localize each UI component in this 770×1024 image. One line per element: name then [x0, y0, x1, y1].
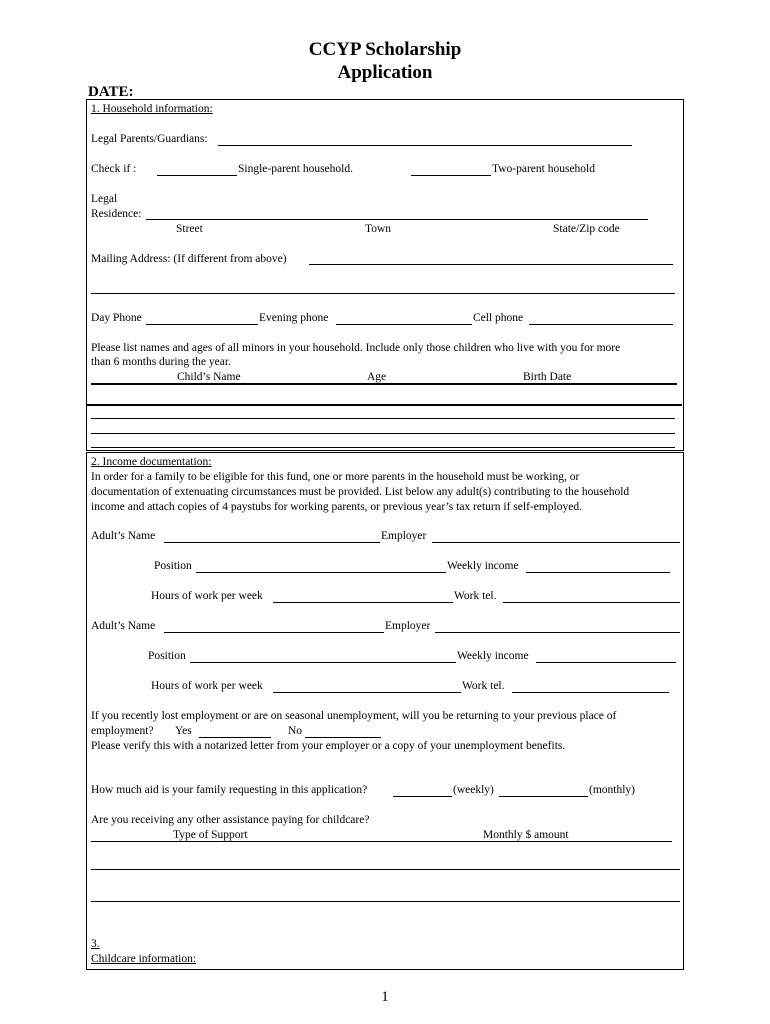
no-field[interactable]: [305, 737, 381, 738]
monthly-amount-header: Monthly $ amount: [483, 829, 569, 841]
adult1-work-tel-field[interactable]: [503, 602, 680, 603]
cell-phone-field[interactable]: [529, 324, 673, 325]
adult1-name-label: Adult’s Name: [91, 530, 156, 542]
adult1-employer-field[interactable]: [432, 542, 680, 543]
parents-field[interactable]: [218, 145, 632, 146]
household-section-box: [86, 99, 684, 451]
adult2-hours-field[interactable]: [273, 692, 461, 693]
adult1-work-tel-label: Work tel.: [454, 590, 497, 602]
minors-instructions-2: than 6 months during the year.: [91, 356, 231, 368]
adult2-position-label: Position: [148, 650, 186, 662]
income-intro-1: In order for a family to be eligible for this fund, one or more parents in the household must be working, or: [91, 471, 580, 483]
day-phone-field[interactable]: [146, 324, 258, 325]
aid-question: How much aid is your family requesting in this application?: [91, 784, 368, 796]
mailing-field[interactable]: [309, 264, 673, 265]
adult2-weekly-income-label: Weekly income: [457, 650, 529, 662]
date-label: DATE:: [88, 84, 134, 100]
child-row-4[interactable]: [91, 447, 675, 448]
other-assistance-question: Are you receiving any other assistance paying for childcare?: [91, 814, 370, 826]
adult2-work-tel-field[interactable]: [512, 692, 669, 693]
section3-heading: Childcare information:: [91, 953, 197, 965]
adult2-employer-label: Employer: [385, 620, 431, 632]
street-caption: Street: [176, 223, 203, 235]
cell-phone-label: Cell phone: [473, 312, 524, 324]
adult1-weekly-income-field[interactable]: [526, 572, 670, 573]
adult2-weekly-income-field[interactable]: [536, 662, 676, 663]
single-parent-label: Single-parent household.: [238, 163, 353, 175]
check-label: Check if :: [91, 163, 137, 175]
birth-date-header: Birth Date: [523, 371, 572, 383]
adult1-weekly-income-label: Weekly income: [447, 560, 519, 572]
mailing-field-line2[interactable]: [91, 293, 675, 294]
two-parent-label: Two-parent household: [492, 163, 595, 175]
section2-heading: 2. Income documentation:: [91, 456, 212, 468]
adult1-hours-label: Hours of work per week: [151, 590, 263, 602]
weekly-label: (weekly): [453, 784, 494, 796]
adult1-hours-field[interactable]: [273, 602, 453, 603]
adult2-position-field[interactable]: [190, 662, 456, 663]
adult1-position-field[interactable]: [196, 572, 446, 573]
monthly-label: (monthly): [589, 784, 635, 796]
yes-label: Yes: [175, 725, 192, 737]
evening-phone-label: Evening phone: [259, 312, 329, 324]
page-title: CCYP Scholarship: [308, 39, 462, 60]
state-zip-caption: State/Zip code: [553, 223, 620, 235]
adult2-name-field[interactable]: [164, 632, 384, 633]
single-parent-check-field[interactable]: [157, 175, 237, 176]
adult1-employer-label: Employer: [381, 530, 427, 542]
type-support-header: Type of Support: [173, 829, 248, 841]
adult2-name-label: Adult’s Name: [91, 620, 156, 632]
child-row-1[interactable]: [87, 404, 682, 406]
child-name-header: Child’s Name: [177, 371, 241, 383]
lost-employment-q1: If you recently lost employment or are on seasonal unemployment, will you be returning to your previous place of: [91, 710, 617, 722]
two-parent-check-field[interactable]: [411, 175, 491, 176]
child-header-rule: [91, 383, 677, 385]
monthly-aid-field[interactable]: [499, 796, 588, 797]
yes-field[interactable]: [199, 737, 271, 738]
section3-number: 3.: [91, 938, 100, 950]
town-caption: Town: [365, 223, 392, 235]
child-row-2[interactable]: [91, 418, 675, 419]
adult2-hours-label: Hours of work per week: [151, 680, 263, 692]
support-header-rule: [91, 841, 672, 842]
legal-residence-label-2: Residence:: [91, 208, 142, 220]
income-intro-3: income and attach copies of 4 paystubs for working parents, or previous year’s tax return if self-employed.: [91, 501, 582, 513]
adult1-name-field[interactable]: [164, 542, 380, 543]
income-intro-2: documentation of extenuating circumstances must be provided. List below any adult(s) contributing to the household: [91, 486, 630, 498]
legal-residence-label-1: Legal: [91, 193, 118, 205]
day-phone-label: Day Phone: [91, 312, 142, 324]
adult1-position-label: Position: [154, 560, 192, 572]
page-number: 1: [381, 989, 389, 1005]
page-subtitle: Application: [337, 62, 433, 83]
child-row-3[interactable]: [91, 433, 675, 434]
lost-employment-q2: employment?: [91, 725, 154, 737]
section1-heading: 1. Household information:: [91, 103, 213, 115]
mailing-label: Mailing Address: (If different from above): [91, 253, 287, 265]
support-row-1[interactable]: [91, 869, 680, 870]
adult2-work-tel-label: Work tel.: [462, 680, 505, 692]
support-row-2[interactable]: [91, 901, 680, 902]
adult2-employer-field[interactable]: [435, 632, 680, 633]
weekly-aid-field[interactable]: [393, 796, 452, 797]
no-label: No: [288, 725, 303, 737]
minors-instructions-1: Please list names and ages of all minors in your household. Include only those children who live with you for more: [91, 342, 621, 354]
evening-phone-field[interactable]: [336, 324, 472, 325]
age-header: Age: [367, 371, 387, 383]
parents-label: Legal Parents/Guardians:: [91, 133, 208, 145]
verify-note: Please verify this with a notarized letter from your employer or a copy of your unemployment benefits.: [91, 740, 566, 752]
legal-residence-field[interactable]: [146, 219, 648, 220]
